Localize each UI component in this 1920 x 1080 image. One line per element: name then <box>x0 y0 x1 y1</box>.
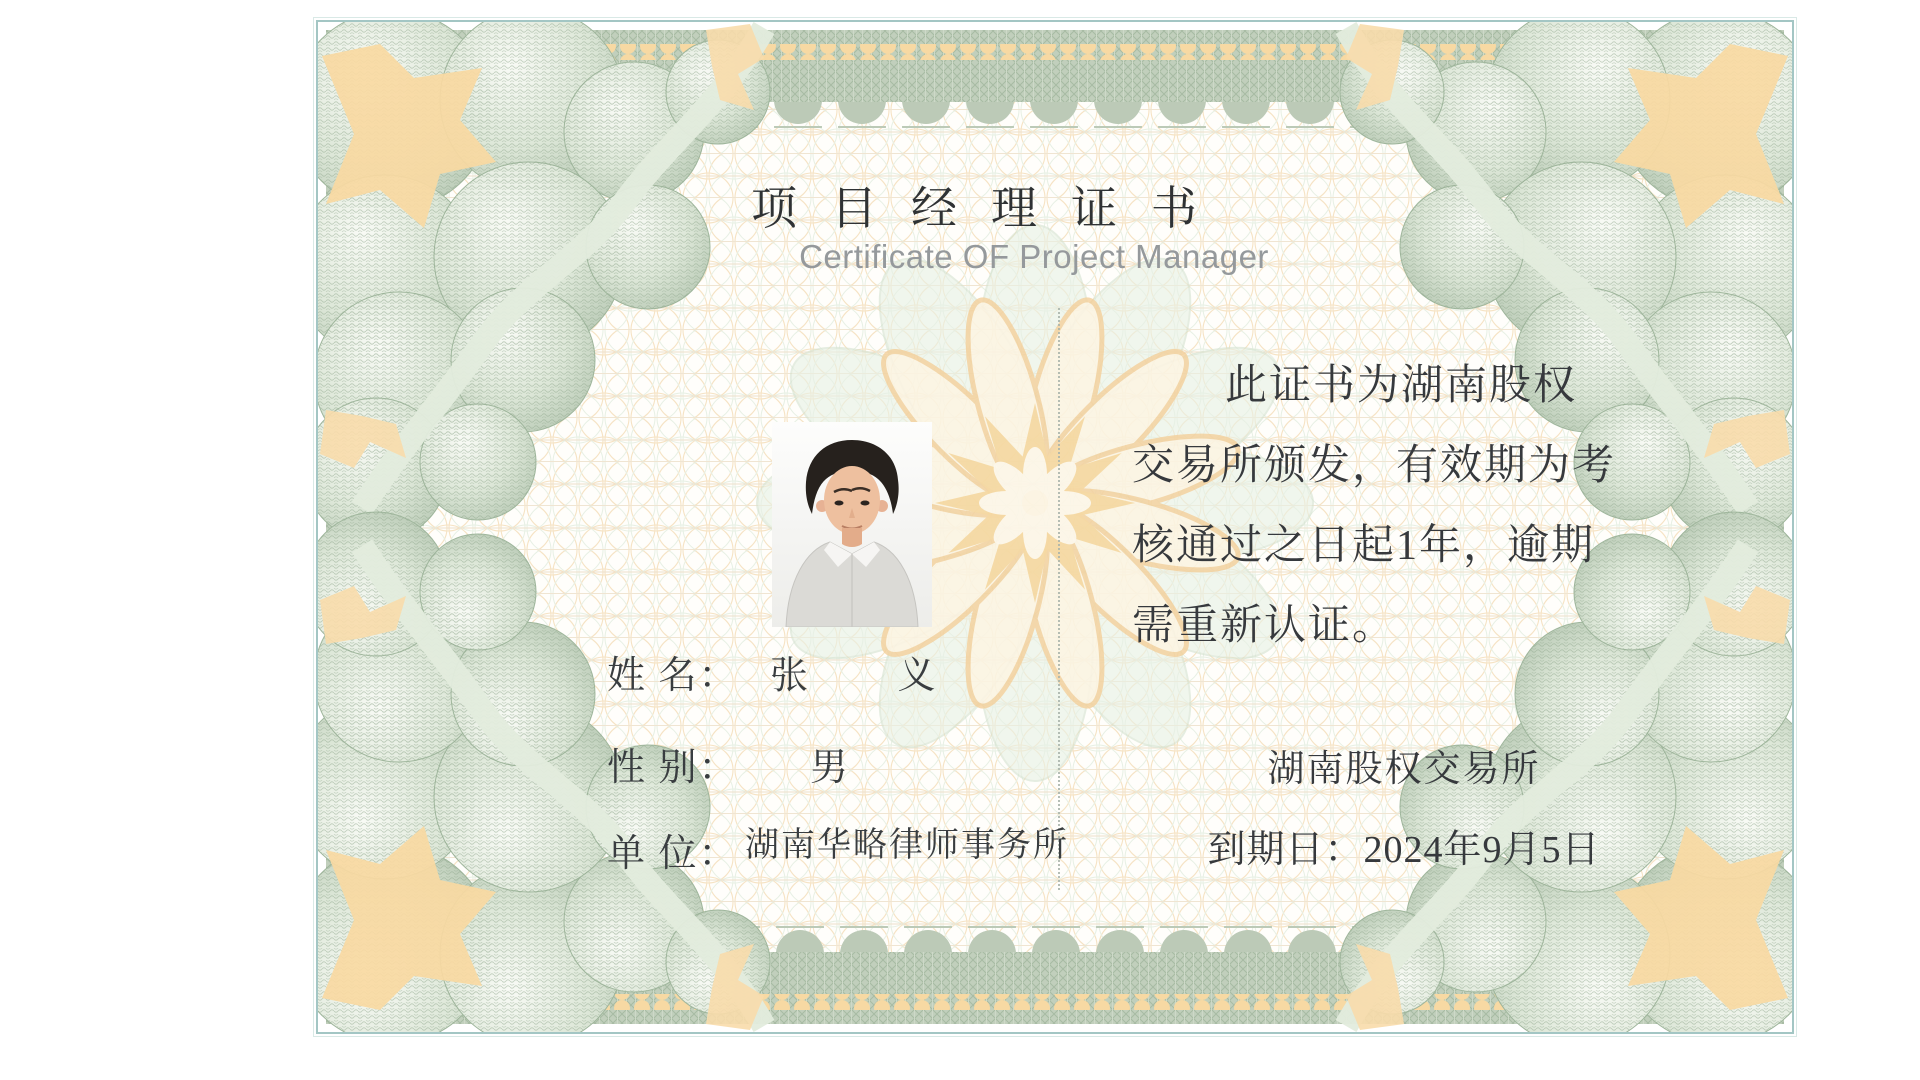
id-photo <box>772 422 932 627</box>
validity-note <box>1132 346 1672 666</box>
certificate-title: 项目经理证书 <box>751 183 1231 234</box>
validity-note-line: 需重新认证。 <box>1132 603 1397 649</box>
organization-label: 单 位： <box>607 833 739 875</box>
gender-value: 男 <box>810 747 849 789</box>
name-label: 姓 名： <box>607 655 739 697</box>
organization-value: 湖南华略律师事务所 <box>745 827 1069 864</box>
issuer-name: 湖南股权交易所 <box>1267 749 1541 790</box>
center-divider-dotted-line <box>1058 308 1060 890</box>
validity-note-line: 此证书为湖南股权 <box>1225 363 1578 409</box>
name-value: 张 义 <box>770 655 936 697</box>
expiry-date: 到期日：2024年9月5日 <box>1207 829 1601 871</box>
certificate-subtitle: Certificate OF Project Manager <box>799 238 1269 275</box>
validity-note-line: 交易所颁发，有效期为考 <box>1132 443 1617 489</box>
certificate <box>316 20 1794 1034</box>
gender-label: 性 别： <box>607 747 739 789</box>
validity-note-line: 核通过之日起1年，逾期 <box>1132 523 1596 569</box>
issuer-block <box>1154 750 1654 870</box>
person-photo-graphic <box>772 422 932 627</box>
